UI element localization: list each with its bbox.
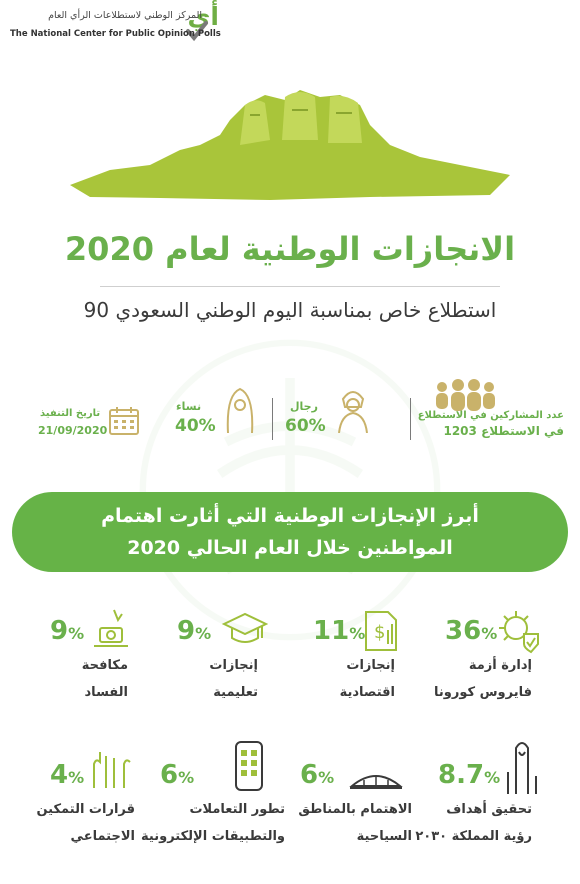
- achievement-percent: 6%: [300, 760, 335, 790]
- calendar-icon: [108, 406, 140, 436]
- banner-line-1: أبرز الإنجازات الوطنية التي أثارت اهتمام: [101, 505, 479, 527]
- riyadh-skyline-icon: [500, 738, 546, 794]
- date-label: تاريخ التنفيذ: [40, 408, 101, 419]
- raised-hands-icon: [86, 748, 134, 788]
- women-value: 40%: [175, 416, 216, 436]
- achievement-label: إنجازات تعليمية: [209, 658, 258, 700]
- tourism-landmark-icon: [348, 762, 404, 792]
- stat-separator: [272, 398, 273, 440]
- women-label: نساء: [176, 400, 202, 413]
- stat-separator: [410, 398, 411, 440]
- men-value: 60%: [285, 416, 326, 436]
- achievement-label: الاهتمام بالمناطق السياحية: [298, 802, 412, 844]
- achievement-percent: 8.7%: [438, 760, 501, 790]
- section-banner: [12, 492, 568, 572]
- men-label: رجال: [290, 400, 318, 413]
- smartphone-apps-icon: [232, 740, 266, 792]
- virus-shield-icon: [496, 608, 542, 654]
- achievement-percent: 9%: [177, 616, 212, 646]
- achievement-label: إنجازات اقتصادية: [339, 658, 395, 700]
- achievement-label: تحقيق أهداف رؤية المملكة ٢٠٣٠: [415, 802, 532, 844]
- man-icon: [335, 385, 371, 433]
- participants-label: عدد المشاركين في الاستطلاع: [417, 410, 564, 421]
- org-name-english: The National Center for Public Opinion Polls: [10, 29, 221, 39]
- date-value: 21/09/2020: [38, 424, 108, 437]
- banner-line-2: المواطنين خلال العام الحالي 2020: [127, 537, 453, 559]
- page-subtitle: استطلاع خاص بمناسبة اليوم الوطني السعودي 90: [83, 298, 497, 322]
- org-name-arabic: المركز الوطني لاستطلاعات الرأي العام: [48, 10, 202, 21]
- graduation-cap-icon: [222, 606, 268, 652]
- achievement-percent: 4%: [50, 760, 85, 790]
- participants-group-icon: [430, 375, 500, 411]
- logo-glyph: أي: [187, 2, 219, 31]
- achievement-label: إدارة أزمة فايروس كورونا: [434, 658, 532, 700]
- achievement-percent: 9%: [50, 616, 85, 646]
- title-divider: [100, 286, 500, 287]
- anti-corruption-hand-icon: [88, 606, 134, 652]
- achievement-percent: 36%: [445, 616, 498, 646]
- woman-icon: [222, 385, 258, 433]
- svg-text:$: $: [374, 622, 386, 643]
- achievement-percent: 11%: [313, 616, 366, 646]
- achievement-label: قرارات التمكين الاجتماعي: [36, 802, 135, 844]
- achievement-label: تطور التعاملات والتطبيقات الإلكترونية: [141, 802, 285, 844]
- palm-swords-emblem: [130, 330, 450, 650]
- kings-mountain-illustration: [70, 85, 510, 215]
- participants-value: في الاستطلاع 1203: [443, 424, 564, 438]
- achievement-percent: 6%: [160, 760, 195, 790]
- page-title: الانجازات الوطنية لعام 2020: [64, 230, 516, 268]
- achievement-label: مكافحة الفساد: [81, 658, 128, 700]
